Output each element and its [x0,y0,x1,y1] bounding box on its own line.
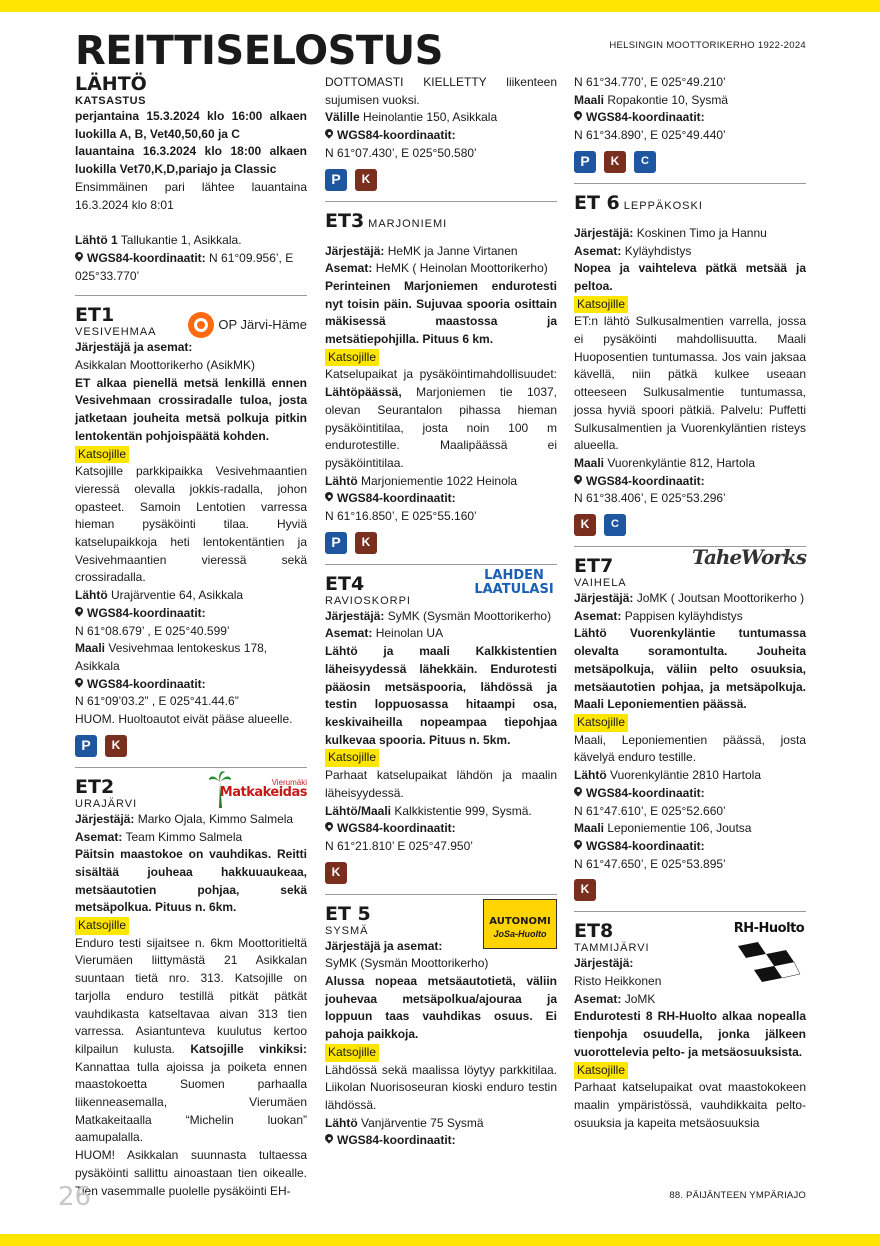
map-pin-icon [325,1134,333,1145]
map-pin-icon [325,492,333,503]
kiosk-icon: K [574,514,596,536]
katsojille-badge: Katsojille [574,714,628,732]
katsojille-badge: Katsojille [325,1044,379,1062]
map-pin-icon [325,129,333,140]
et5-description: Alussa nopeaa metsäautotietä, väliin jouhevaa metsäpolkua/ajouraa ja loppuun taas vauhdikas osuus. Ei pahoja paikkoja. [325,974,557,1042]
et5-place: SYSMÄ [325,924,369,937]
matkakeidas-logo: Vierumäki Matkakeidas [207,770,307,810]
op-logo: OP Järvi-Häme [188,312,307,338]
et6-number: ET 6 LEPPÄKOSKI [574,191,703,214]
et2-place: URAJÄRVI [75,797,138,810]
parking-icon: P [574,151,596,173]
parking-icon: P [325,169,347,191]
et2-service-icons [325,169,557,191]
et3-description: Perinteinen Marjoniemen endurotesti nyt toisin päin. Sujuvaa spooria osittain mäkisessä maastossa ja metsätiepohjilla. Pituus 6 km. [325,278,557,347]
divider [325,894,557,895]
kiosk-icon: K [604,151,626,173]
et4-place: RAVIOSKORPI [325,594,411,607]
et1-header [75,304,307,339]
et7-service-icons [574,879,806,901]
et5-header [325,903,557,938]
et7-header [574,545,806,590]
et6-service-icons [574,514,806,536]
et7-place: VAIHELA [574,577,627,590]
et3-number: ET3 MARJONIEMI [325,209,448,232]
map-pin-icon [75,252,83,263]
et2-spectators: Enduro testi sijaitsee n. 6km Moottoritieltä Vierumäen liittymästä 21 Asikkalan suuntaan tietä nro. 313. Katsojille on tarjolla enduro testillä pitkät pätkät vauhdikasta katseltavaa aivan 313 tien varressa. Asiantunteva kuulutus kertoo kilpailun kulusta. Katsojille vinkiksi: Kannattaa tulla ajoissa ja poiketa ennen maastokoetta Suomen parhaalla liikenneasemalla, Vierumäen Matkakeitaalla “Michelin luokan” aamupalalla. [75,935,307,1145]
et8-description: Endurotesti 8 RH-Huolto alkaa nopealla tienpohja osuudella, jonka jälkeen vuorottelevia pelto- ja metsäosuuksista. [574,1009,806,1059]
inspection-friday: perjantaina 15.3.2024 klo 16:00 alkaen luokilla A, B, Vet40,50,60 ja C [75,109,307,141]
lahden-laatulasi-logo: LAHDEN LAATULASI [474,567,554,597]
et4-description: Lähtö ja maali Kalkkistentien läheisyydessä lähekkäin. Endurotesti pääosin metsäspooria, lähdössä ja testin loppuosassa hitaampi osa, keskivaiheilla nopeampaa tiepohjaa kulkevaa spooria. Pituus n. 5km. [325,644,557,747]
map-pin-icon [75,607,83,618]
header-club: HELSINGIN MOOTTORIKERHO 1922-2024 [609,40,806,51]
et8-number: ET8 [574,920,614,943]
et7-number: ET7 [574,555,614,578]
page-title: REITTISELOSTUS [75,28,443,74]
top-yellow-bar [0,0,880,12]
map-pin-icon [75,678,83,689]
kiosk-icon: K [355,532,377,554]
et4-service-icons [325,862,557,884]
page-number: 26 [58,1182,92,1212]
et1-description: ET alkaa pienellä metsä lenkillä ennen Vesivehmaan crossiradalle tuloa, josta jatketaan jouheita metsä polkuja pitkin lentokentän pohjoispäätä kohden. [75,375,307,443]
et2-note: HUOM! Asikkalan suunnasta tultaessa pysäköinti sallittu ainoastaan tien oikealle. Tien vasemmalle puolelle pysäköinti EH- [75,1148,307,1198]
inspection-saturday: lauantaina 16.3.2024 klo 18:00 alkaen luokilla Vet70,K,D,pariajo ja Classic [75,144,307,177]
katsojille-badge: Katsojille [325,349,379,367]
divider [325,564,557,565]
cafe-icon: C [634,151,656,173]
et2-description: Päitsin maastokoe on vauhdikas. Reitti sisältää jouheaa hakkuuaukeaa, metsäautotien pohjaa, sekä metsäpolkua. Pituus n. 6km. [75,847,307,915]
first-start: Ensimmäinen pari lähtee lauantaina 16.3.2024 klo 8:01 [75,179,307,212]
et1-number: ET1 [75,304,115,327]
katsojille-badge: Katsojille [75,446,129,464]
divider [75,767,307,768]
lahto-heading: LÄHTÖ [75,73,147,95]
op-logo-icon [188,312,214,338]
divider [574,911,806,912]
et5-number: ET 5 [325,902,371,925]
map-pin-icon [574,840,582,851]
taheworks-logo: TaheWorks [691,545,806,570]
et5-service-icons [574,151,806,173]
divider [325,201,557,202]
kiosk-icon: K [355,169,377,191]
et3-spectators: Katselupaikat ja pysäköintimahdollisuudet: Lähtöpäässä, Marjoniemen tie 1037, olevan Seurantalon pihassa hieman pysäköintitilaa, josta noin 100 m endurotestille. Maalipäässä ei pysäköintitilaa. [325,367,558,470]
katsojille-badge: Katsojille [574,1062,628,1080]
autonomi-logo: AUTONOMI JoSa-Huolto [483,899,557,949]
column-1: LÄHTÖ KATSASTUS perjantaina 15.3.2024 klo 16:00 alkaen luokilla A, B, Vet40,50,60 ja C lauantaina 16.3.2024 klo 18:00 alkaen luokilla Vet70,K,D,pariajo ja Classic Ensimmäinen pari lähtee lauantaina 16.3.2024 klo 8:01 Lähtö 1 Tallukantie 1, Asikkala. WGS84-koordinaatit: N 61°09.956’, E 025°33.770’ ET1 VESIVEHMAA OP Järvi-Häme Järjestäjä ja asemat: Asikkalan Moottorikerho (AsikMK) ET alkaa pienellä metsä lenkillä ennen Vesivehmaan crossiradalle tuloa, josta jatketaan jouheita metsä polkuja pitkin lentokentän pohjoispäätä kohden. Katsojille Katsojille parkkipaikka Vesivehmaantien vieressä olevalla jokkis-radalla, johon opasteet. Samoin Lentotien varressa hieman pysäköinti tilaa. Hyviä katselupaikkoja heti lentokentäntien ja Vesivehmaantien vieressä sekä crossiradalla. Lähtö Urajärventie 64, Asikkala WGS84-koordinaatit: N 61°08.679’ , E 025°40.599’ Maali Vesivehmaa lentokeskus 178, Asikkala WGS84-koordinaatit: N 61°09’03.2” , E 025°41.44.6” HUOM. Huoltoautot eivät pääse alueelle. P K ET2 URAJÄRVI Vierumäki Matkakeidas Järjestäjä: Marko Ojala, Kimmo Salmela Asemat: Team Kimmo Salmela Päitsin maastokoe on vauhdikas. Reitti sisältää jouheaa hakkuuaukeaa, metsäautotien pohjaa, sekä metsäpolkua. Pituus n. 6km. Katsojille Enduro testi sijaitsee n. 6km Moottoritieltä Vierumäen liittymästä 21 Asikkalan suuntaan tietä nro. 313. Katsojille on tarjolla enduro testillä pitkät pätkät vauhdikasta katseltavaa aivan 313 tien varressa. Asiantunteva kuulutus kertoo kilpailun kulusta. Katsojille vinkiksi: Kannattaa tulla ajoissa ja poiketa ennen maastokoetta Suomen parhaalla liikenneasemalla, Vierumäen Matkakeitaalla “Michelin luokan” aamupalalla. HUOM! Asikkalan suunnasta tultaessa pysäköinti sallittu ainoastaan tien oikealle. Tien vasemmalle puolelle pysäköinti EH- [75,74,307,1200]
divider [75,295,307,296]
kiosk-icon: K [325,862,347,884]
et1-place: VESIVEHMAA [75,326,157,339]
katsojille-badge: Katsojille [325,749,379,767]
map-pin-icon [574,111,582,122]
et4-number: ET4 [325,572,365,595]
parking-icon: P [75,735,97,757]
column-2: DOTTOMASTI KIELLETTY liikenteen sujumisen vuoksi. Välille Heinolantie 150, Asikkala WGS84-koordinaatit: N 61°07.430’, E 025°50.580’ P K ET3 MARJONIEMI Järjestäjä: HeMK ja Janne Virtanen Asemat: HeMK ( Heinolan Moottorikerho) Perinteinen Marjoniemen endurotesti nyt toisin päin. Sujuvaa spooria osittain mäkisessä maastossa ja metsätiepohjilla. Pituus 6 km. Katsojille Katselupaikat ja pysäköintimahdollisuudet: Lähtöpäässä, Marjoniemen tie 1037, olevan Seurantalon pihassa hieman pysäköintitilaa, josta noin 100 m endurotestille. Maalipäässä ei pysäköintitilaa. Lähtö Marjoniementie 1022 Heinola WGS84-koordinaatit: N 61°16.850’, E 025°55.160’ P K ET4 RAVIOSKORPI LAHDEN LAATULASI Järjestäjä: SyMK (Sysmän Moottorikerho) Asemat: Heinolan UA Lähtö ja maali Kalkkistentien läheisyydessä lähekkäin. Endurotesti pääosin metsäspooria, lähdössä ja testin loppuosassa hitaampi osa, keskivaiheilla nopeampaa tiepohjaa kulkevaa spooria. Pituus n. 5km. Katsojille Parhaat katselupaikat lähdön ja maalin läheisyydessä. Lähtö/Maali Kalkkistentie 999, Sysmä. WGS84-koordinaatit: N 61°21.810’ E 025°47.950’ K ET 5 SYSMÄ AUTONOMI JoSa-Huolto Järjestäjä ja asemat: SyMK (Sysmän Moottorikerho) Alussa nopeaa metsäautotietä, väliin jouhevaa metsäpolkua/ajouraa ja loppuun taas vauhdikas osuus. Ei pahoja paikkoja. Katsojille Lähdössä sekä maalissa löytyy parkkitilaa. Liikolan Nuorisoseuran kioski enduro testin lähdössä. Lähtö Vanjärventie 75 Sysmä WGS84-koordinaatit: [325,75,558,1148]
map-pin-icon [574,475,582,486]
et3-service-icons [325,532,557,554]
et2-header [75,776,307,811]
footer-event: 88. PÄIJÄNTEEN YMPÄRIAJO [669,1190,806,1201]
cafe-icon: C [604,514,626,536]
katsojille-badge: Katsojille [574,296,628,314]
katsojille-badge: Katsojille [75,917,129,935]
katsastus-heading: KATSASTUS [75,95,146,107]
et2-number: ET2 [75,775,115,798]
kiosk-icon: K [574,879,596,901]
rh-huolto-logo: RH-Huolto [732,920,806,989]
et7-description: Lähtö Vuorenkyläntie tuntumassa olevalta soramontulta. Jouheita metsäpolkuja, väliin pelto osuuksia, metsäautotien pohjaa, ja metsäpolkuja. Maali Leponiementien päässä. [574,626,806,712]
et4-header [325,567,557,608]
et6-description: Nopea ja vaihteleva pätkä metsää ja peltoa. [574,261,806,293]
kiosk-icon: K [105,735,127,757]
et1-service-icons [75,735,307,757]
column-3: N 61°34.770’, E 025°49.210’ Maali Ropakontie 10, Sysmä WGS84-koordinaatit: N 61°34.890’, E 025°49.440’ P K C ET 6 LEPPÄKOSKI Järjestäjä: Koskinen Timo ja Hannu Asemat: Kyläyhdistys Nopea ja vaihteleva pätkä metsää ja peltoa. Katsojille ET:n lähtö Sulkusalmentien varrella, jossa ei pysäköinti mahdollisuutta. Maali Huoposentien tuntumassa. Jos vain jaksaa kävellä, niin pätkä kulkee useaan otteeseen Sulkusalmentie tuntumassa, jossa hyviä spoori pätkiä. Palvelu: Puffetti Sulkusalmentien ja Vuorenkyläntien risteys alueella. Maali Vuorenkyläntie 812, Hartola WGS84-koordinaatit: N 61°38.406’, E 025°53.296’ K C ET7 VAIHELA TaheWorks Järjestäjä: JoMK ( Joutsan Moottorikerho ) Asemat: Pappisen kyläyhdistys Lähtö Vuorenkyläntie tuntumassa olevalta soramontulta. Jouheita metsäpolkuja, väliin pelto osuuksia, metsäautotien pohjaa, ja metsäpolkuja. Maali Leponiementien päässä. Katsojille Maali, Leponiementien päässä, josta kävelyä enduro testille. Lähtö Vuorenkyläntie 2810 Hartola WGS84-koordinaatit: N 61°47.610’, E 025°52.660’ Maali Leponiementie 106, Joutsa WGS84-koordinaatit: N 61°47.650’, E 025°53.895’ K ET8 TAMMIJÄRVI RH-Huolto Järjestäjä: Risto Heikkonen Asemat: JoMK Endurotesti 8 RH-Huolto alkaa nopealla tienpohja osuudella, jonka jälkeen vuorottelevia pelto- ja metsäosuuksista. Katsojille Parhaat katselupaikat ovat maastokokeen maalin ympäristössä, vauhdikkaita pelto-osuuksia ja kapeita metsäosuuksia [574,75,806,1130]
bottom-yellow-bar [0,1234,880,1246]
et1-spectators: Katsojille parkkipaikka Vesivehmaantien vieressä olevalla jokkis-radalla, johon opasteet. Samoin Lentotien varressa hieman pysäköinti tilaa. Hyviä katselupaikkoja heti lentokentäntien ja Vesivehmaantien vieressä sekä crossiradalla. [75,464,307,585]
start-1-coords: WGS84-koordinaatit: N 61°09.956’, E 025°33.770’ [75,250,294,283]
et8-header [574,920,806,955]
map-pin-icon [574,787,582,798]
divider [574,183,806,184]
start-1: Lähtö 1 Tallukantie 1, Asikkala. [75,233,242,248]
checkered-flag-icon [736,940,802,984]
parking-icon: P [325,532,347,554]
map-pin-icon [325,822,333,833]
et8-place: TAMMIJÄRVI [574,942,650,955]
